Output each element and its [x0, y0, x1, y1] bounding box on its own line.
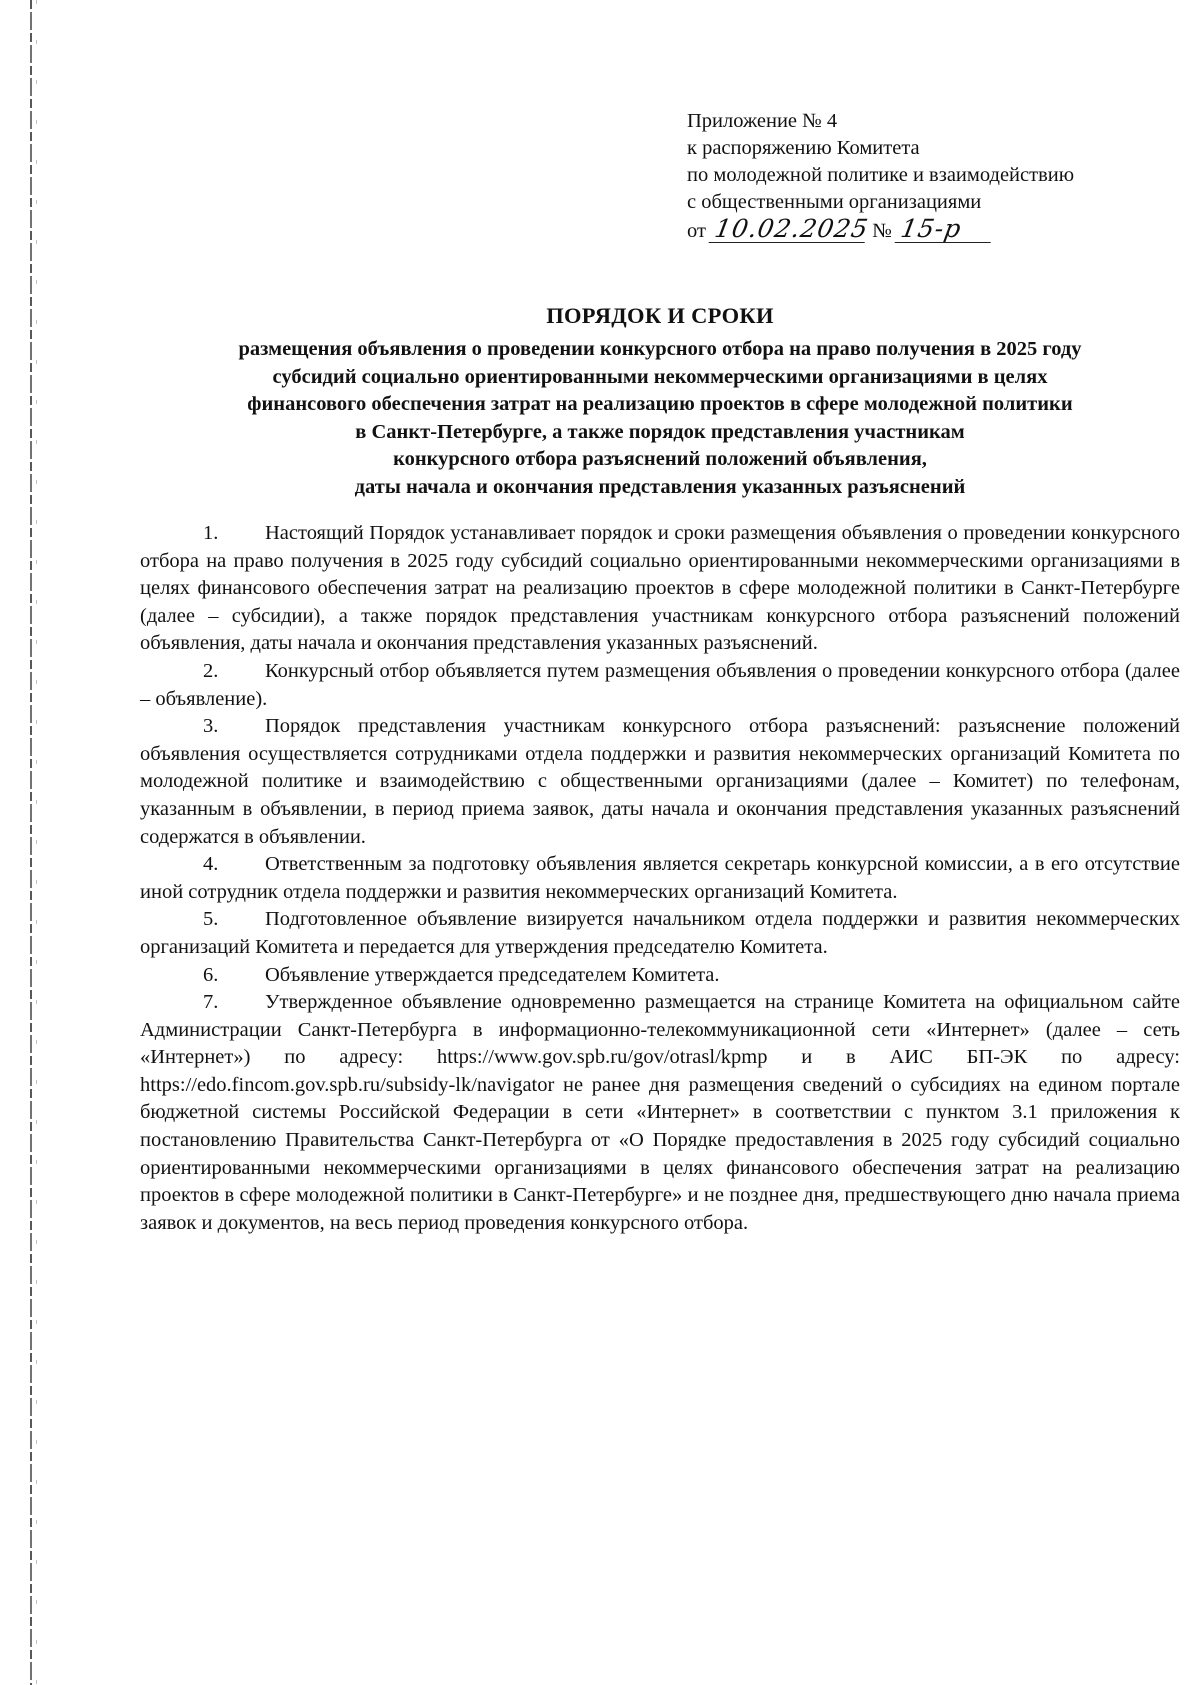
paragraph-text: Подготовленное объявление визируется начальником отдела поддержки и развития некоммерческих организаций Комитета и передается для утверждения председателю Комитета.	[140, 908, 1180, 958]
document-body	[140, 520, 1180, 1237]
paragraph-7	[140, 989, 1180, 1237]
paragraph-number: 3.	[203, 715, 219, 738]
paragraph-text: Порядок представления участникам конкурсного отбора разъяснений: разъяснение положений объявления осуществляется сотрудниками отдела поддержки и развития некоммерческих организаций Комитета по молодежной политике и взаимодействию с общественными организациями (далее – Комитет) по телефонам, указанным в объявлении, в период приема заявок, даты начала и окончания представления указанных разъяснений содержатся в объявлении.	[140, 715, 1180, 848]
paragraph-4	[140, 851, 1180, 906]
paragraph-2	[140, 658, 1180, 713]
from-label: от	[687, 220, 706, 242]
subtitle-line: даты начала и окончания представления указанных разъяснений	[354, 475, 966, 498]
paragraph-1	[140, 520, 1180, 658]
paragraph-5	[140, 906, 1180, 961]
appendix-line-2: к распоряжению Комитета	[687, 137, 920, 159]
subtitle-line: финансового обеспечения затрат на реализацию проектов в сфере молодежной политики	[247, 393, 1073, 415]
paragraph-number: 5.	[203, 908, 219, 931]
document-title: ПОРЯДОК И СРОКИ	[546, 303, 774, 328]
paragraph-text: Настоящий Порядок устанавливает порядок и сроки размещения объявления о проведении конкурсного отбора на право получения в 2025 году субсидий социально ориентированными некоммерческими организациями в целях финансового обеспечения затрат на реализацию проектов в сфере молодежной политики в Санкт-Петербурге (далее – субсидии), а также порядок представления участникам конкурсного отбора разъяснений положений объявления, даты начала и окончания представления указанных разъяснений.	[140, 522, 1180, 655]
paragraph-number: 4.	[203, 853, 219, 876]
handwritten-date: 10.02.2025	[709, 216, 870, 243]
subtitle-line: размещения объявления о проведении конкурсного отбора на право получения в 2025 году	[238, 338, 1082, 360]
paragraph-number: 1.	[203, 522, 219, 544]
subtitle-line: субсидий социально ориентированными некоммерческими организациями в целях	[272, 365, 1048, 388]
subtitle-line: конкурсного отбора разъяснений положений объявления,	[393, 448, 927, 470]
paragraph-text: Конкурсный отбор объявляется путем размещения объявления о проведении конкурсного отбора (далее – объявление).	[140, 659, 1180, 710]
paragraph-3	[140, 713, 1180, 851]
subtitle-line: в Санкт-Петербурге, а также порядок представления участникам	[355, 420, 965, 443]
appendix-date-number-line	[687, 216, 1167, 245]
paragraph-number: 7.	[203, 991, 219, 1014]
document-subtitle	[140, 336, 1180, 501]
paragraph-text: Ответственным за подготовку объявления является секретарь конкурсной комиссии, а в его отсутствие иной сотрудник отдела поддержки и развития некоммерческих организаций Комитета.	[140, 853, 1180, 903]
appendix-line-1: Приложение № 4	[687, 110, 838, 132]
appendix-header	[687, 108, 1167, 245]
number-label: №	[872, 220, 892, 242]
paragraph-6	[140, 962, 1180, 990]
paragraph-number: 6.	[203, 963, 219, 986]
paragraph-text: Объявление утверждается председателем Комитета.	[265, 963, 720, 986]
scan-edge-artifact-secondary	[36, 0, 37, 1685]
document-title-block	[140, 300, 1180, 501]
handwritten-number: 15-р	[895, 216, 996, 243]
scan-edge-artifact	[30, 0, 32, 1685]
paragraph-text: Утвержденное объявление одновременно размещается на странице Комитета на официальном сайте Администрации Санкт-Петербурга в информационно-телекоммуникационной сети «Интернет» (далее – сеть «Интернет») по адресу: https://www.gov.spb.ru/gov/otrasl/kpmp и в АИС БП-ЭК по адресу: https://edo.fincom.gov.spb.ru/subsidy-lk/navigator не ранее дня размещения сведений о субсидиях на едином портале бюджетной системы Российской Федерации в сети «Интернет» в соответствии с пунктом 3.1 приложения к постановлению Правительства Санкт-Петербурга от «О Порядке предоставления в 2025 году субсидий социально ориентированными некоммерческими организациями в целях финансового обеспечения затрат на реализацию проектов в сфере молодежной политики в Санкт-Петербурге» и не позднее дня, предшествующего дню начала приема заявок и документов, на весь период проведения конкурсного отбора.	[140, 991, 1180, 1234]
appendix-line-3: по молодежной политике и взаимодействию	[687, 164, 1075, 186]
paragraph-number: 2.	[203, 659, 219, 682]
appendix-line-4: с общественными организациями	[687, 191, 982, 213]
